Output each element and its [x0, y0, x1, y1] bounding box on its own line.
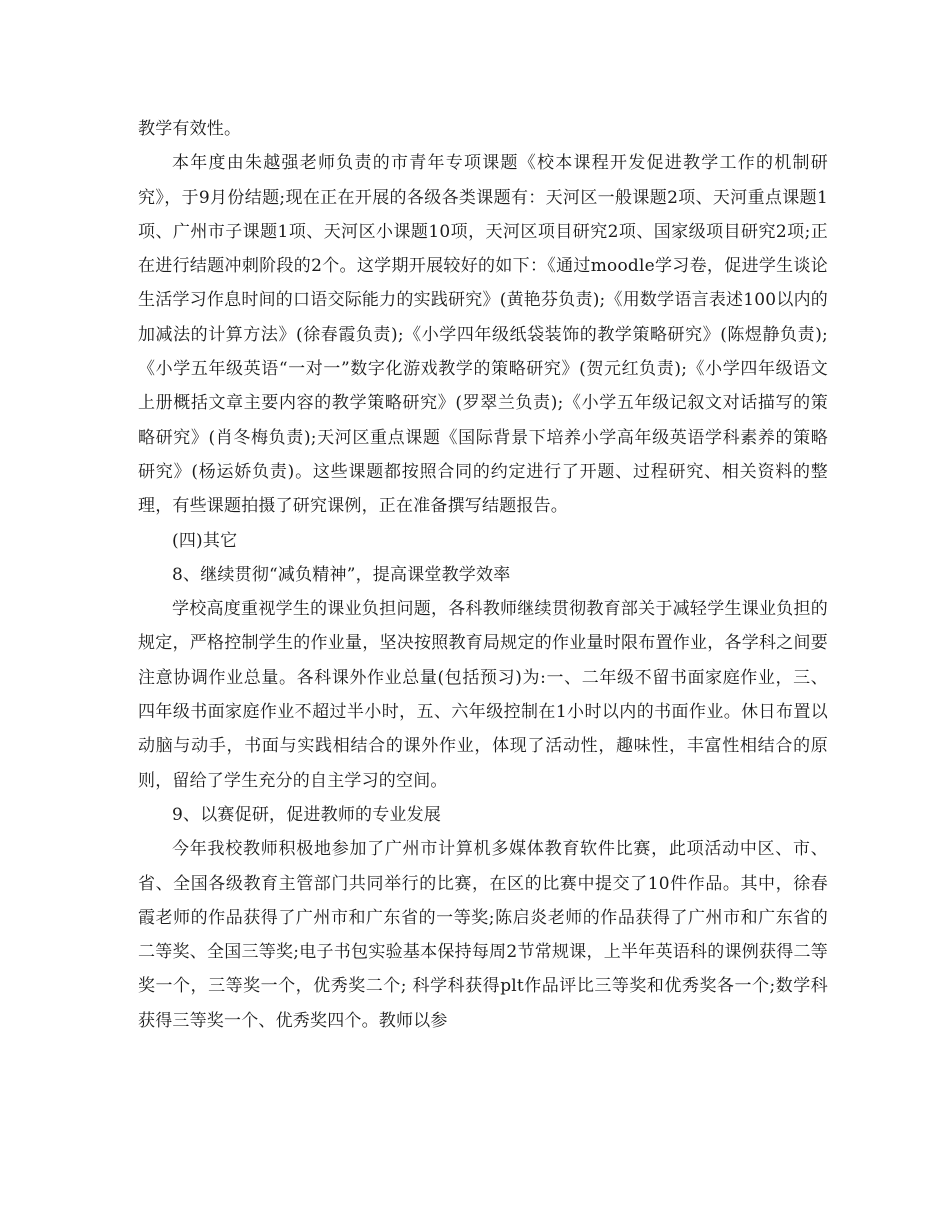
paragraph-homework-policy: 学校高度重视学生的课业负担问题，各科教师继续贯彻教育部关于减轻学生课业负担的规定，严格控制学生的作业量，坚决按照教育局规定的作业量时限布置作业，各学科之间要注意协调作业总量。各科课外作业总量(包括预习)为:一、二年级不留书面家庭作业，三、四年级书面家庭作业不超过半小时，五、六年级控制在1小时以内的书面作业。休日布置以动脑与动手，书面与实践相结合的课外作业，体现了活动性，趣味性，丰富性相结合的原则，留给了学生充分的自主学习的空间。 — [138, 599, 828, 791]
document-body — [138, 112, 828, 1038]
subheading-reduce-burden: 8、继续贯彻“减负精神”，提高课堂教学效率 — [172, 564, 511, 585]
paragraph-research-projects: 本年度由朱越强老师负责的市青年专项课题《校本课程开发促进教学工作的机制研究》，于9月份结题;现在正在开展的各级各类课题有：天河区一般课题2项、天河重点课题1项、广州市子课题1项、天河区小课题10项，天河区项目研究2项、国家级项目研究2项;正在进行结题冲刺阶段的2个。这学期开展较好的如下：《通过moodle学习卷，促进学生谈论生活学习作息时间的口语交际能力的实践研究》(黄艳芬负责);《用数学语言表述100以内的加减法的计算方法》(徐春霞负责);《小学四年级纸袋装饰的教学策略研究》(陈煜静负责);《小学五年级英语“一对一”数字化游戏教学的策略研究》(贺元红负责);《小学四年级语文上册概括文章主要内容的教学策略研究》(罗翠兰负责);《小学五年级记叙文对话描写的策略研究》(肖冬梅负责);天河区重点课题《国际背景下培养小学高年级英语学科素养的策略研究》(杨运娇负责)。这些课题都按照合同的约定进行了开题、过程研究、相关资料的整理，有些课题拍摄了研究课例，正在准备撰写结题报告。 — [138, 153, 828, 517]
subheading-competition: 9、以赛促研，促进教师的专业发展 — [172, 804, 442, 825]
section-heading-other: (四)其它 — [172, 530, 238, 551]
paragraph-continuation: 教学有效性。 — [138, 119, 242, 139]
paragraph-competition-awards: 今年我校教师积极地参加了广州市计算机多媒体教育软件比赛，此项活动中区、市、省、全国各级教育主管部门共同举行的比赛，在区的比赛中提交了10件作品。其中，徐春霞老师的作品获得了广州市和广东省的一等奖;陈启炎老师的作品获得了广州市和广东省的二等奖、全国三等奖;电子书包实验基本保持每周2节常规课，上半年英语科的课例获得二等奖一个，三等奖一个，优秀奖二个; 科学科获得plt作品评比三等奖和优秀奖各一个;数学科获得三等奖一个、优秀奖四个。教师以参 — [138, 839, 828, 1031]
